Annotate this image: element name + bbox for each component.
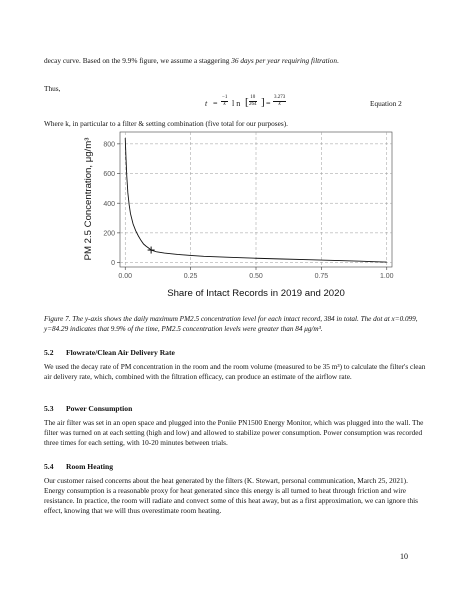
equation-label: Equation 2 [370, 99, 402, 108]
eq-ln: l n [232, 99, 241, 108]
eq-frac-1: $\frac{-1}{k}$ [222, 95, 228, 107]
thus-text: Thus, [44, 84, 61, 93]
y-tick-label: 400 [103, 200, 115, 208]
x-axis-ticks [118, 267, 393, 280]
section-body-5-3: The air filter was set in an open space and plugged into the Poniie PN1500 Energy Monitor, which was plugged into the wall. The filter was turned on at each setting (high and low) and allowed to stabilize power consumption. Power consumption was recorded three times for each setting, with 10-20 minutes between trials. [44, 418, 424, 447]
x-tick-label: 0.75 [314, 273, 329, 280]
section-body-5-4: Our customer raised concerns about the heat generated by the filters (K. Stewart, personal communication, March 25, 2021). Energy consumption is a reasonable proxy for heat generated since this energy is all turned to heat through friction and wire resistance. In practice, the room will radiate and convect some of this heat away, but as a first approximation, we can ignore this effect, knowing that we will thus overestimate room heating. [44, 476, 418, 515]
eq-lhs: t [205, 99, 208, 108]
eq-frac-2: $\frac{10}{264}$ [249, 95, 257, 107]
x-tick-label: 0.25 [183, 273, 198, 280]
y-tick-label: 0 [111, 260, 115, 268]
y-axis-ticks [103, 141, 120, 267]
x-axis-label: Share of Intact Records in 2019 and 2020 [167, 288, 345, 299]
where-text: Where k, in particular to a filter & setting combination (five total for our purposes). [44, 119, 288, 128]
eq-lbracket: [ [245, 96, 249, 108]
figure-caption: Figure 7. The y-axis shows the daily maximum PM2.5 concentration level for each intact record, 384 in total. The dot at x=0.099, y=84.29 indicates that 9.9% of the time, PM2.5 concentration levels were greater than 84 μg/m³. [44, 315, 418, 333]
intro-text: decay curve. Based on the 9.9% figure, we assume a staggering [44, 56, 232, 65]
eq-frac-3: $\frac{3.273}{k}$ [274, 95, 286, 107]
section-heading-5-2: 5.2 Flowrate/Clean Air Delivery Rate [44, 348, 175, 357]
intro-end: . [336, 56, 339, 65]
eq-rbracket: ] [261, 96, 265, 108]
eq-equals-2: = [266, 99, 271, 108]
x-tick-label: 0.50 [249, 273, 263, 280]
y-tick-label: 800 [103, 141, 115, 149]
eq-equals: = [213, 99, 218, 108]
section-heading-5-3: 5.3 Power Consumption [44, 404, 133, 413]
intro-emphasis: 36 days per year requiring filtration [231, 56, 337, 65]
x-tick-label: 1.00 [379, 273, 394, 280]
x-tick-label: 0.00 [118, 273, 133, 280]
equation-2 [205, 94, 285, 116]
pm25-chart [80, 126, 400, 304]
section-heading-5-4: 5.4 Room Heating [44, 462, 114, 471]
intro-paragraph [44, 56, 426, 66]
y-tick-label: 200 [103, 230, 115, 238]
y-tick-label: 600 [103, 171, 115, 179]
y-axis-label: PM 2.5 Concentration, μg/m³ [83, 137, 94, 261]
section-body-5-2: We used the decay rate of PM concentration in the room and the room volume (measured to be 35 m³) to calculate the filter's clean air delivery rate, which, combined with the filtration efficacy, can produce an estimate of the airflow rate. [44, 362, 426, 381]
page-number: 10 [400, 552, 408, 561]
